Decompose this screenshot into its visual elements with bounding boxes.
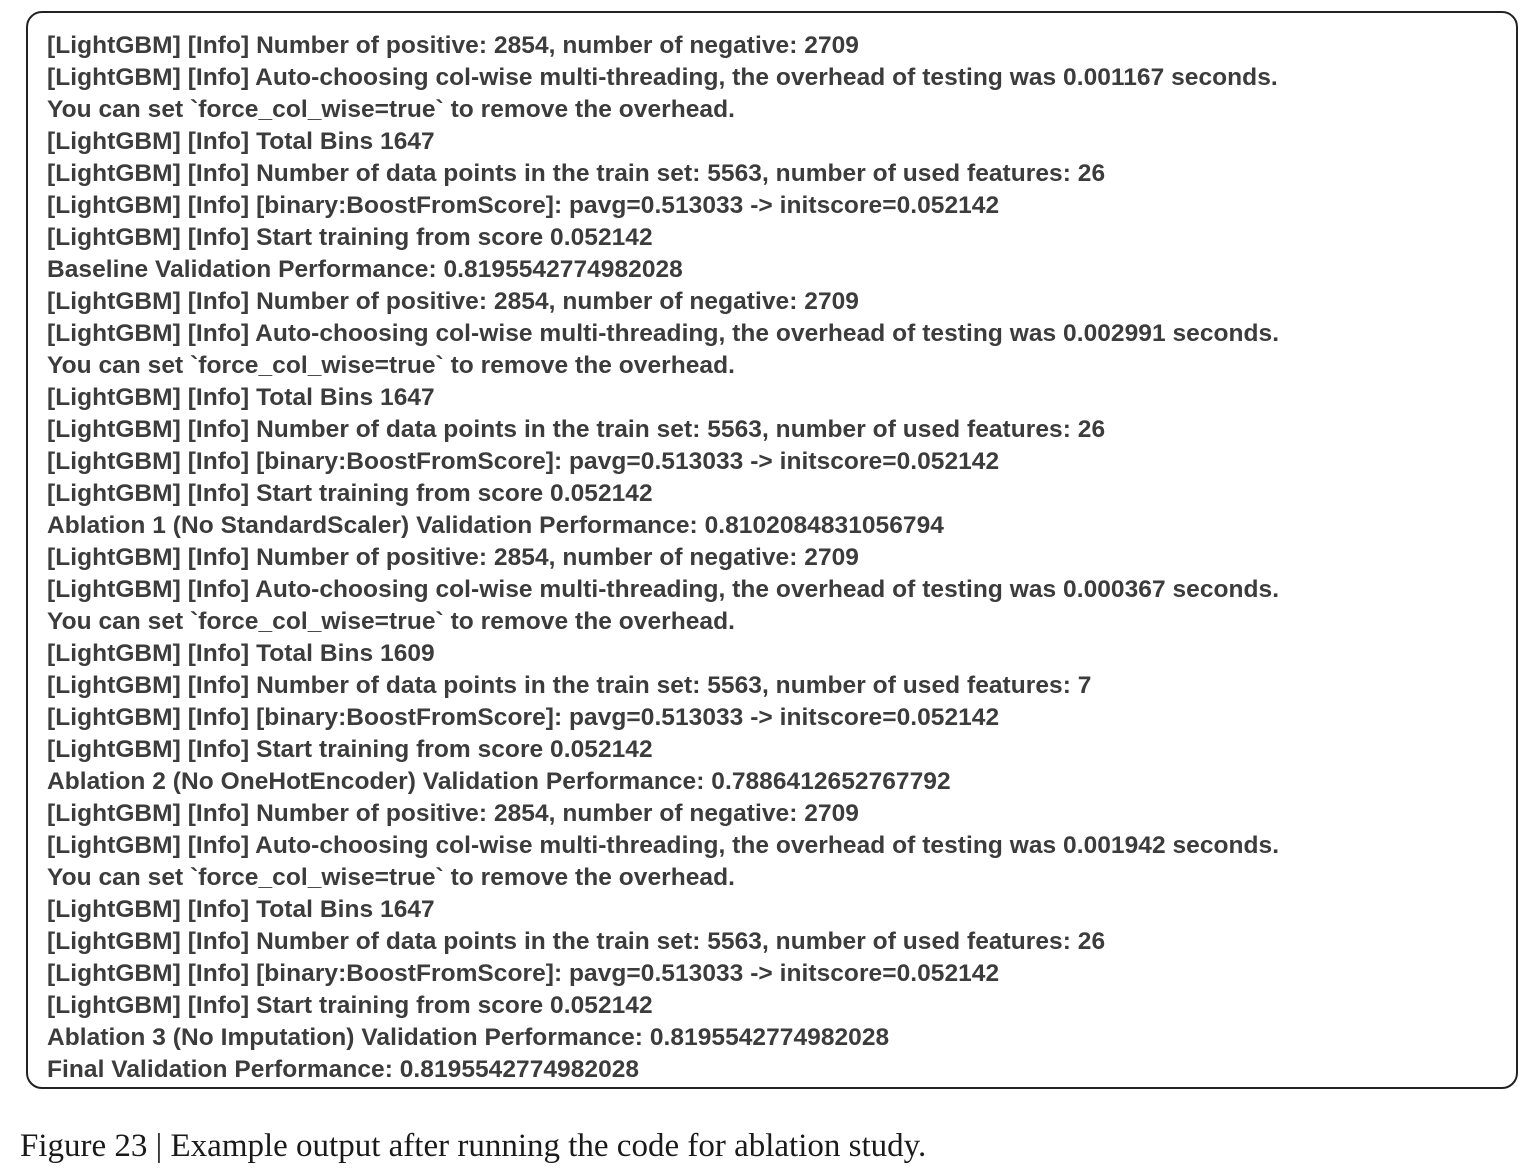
log-line: [LightGBM] [Info] Auto-choosing col-wise multi-threading, the overhead of testing was 0.002991 seconds. <box>47 320 1280 347</box>
log-line: [LightGBM] [Info] [binary:BoostFromScore]: pavg=0.513033 -> initscore=0.052142 <box>47 960 1000 987</box>
log-line: [LightGBM] [Info] Start training from score 0.052142 <box>47 736 653 763</box>
figure-caption: Figure 23 | Example output after running the code for ablation study. <box>20 1128 927 1164</box>
log-line: [LightGBM] [Info] Auto-choosing col-wise multi-threading, the overhead of testing was 0.001942 seconds. <box>47 832 1280 859</box>
log-line: Baseline Validation Performance: 0.8195542774982028 <box>47 256 683 283</box>
log-line: [LightGBM] [Info] Number of data points in the train set: 5563, number of used features: 26 <box>47 416 1106 443</box>
log-line: Ablation 1 (No StandardScaler) Validation Performance: 0.8102084831056794 <box>47 512 944 539</box>
log-line: [LightGBM] [Info] Number of data points in the train set: 5563, number of used features: 7 <box>47 672 1092 699</box>
log-line: [LightGBM] [Info] Auto-choosing col-wise multi-threading, the overhead of testing was 0.000367 seconds. <box>47 576 1280 603</box>
log-line: [LightGBM] [Info] Number of positive: 2854, number of negative: 2709 <box>47 800 859 827</box>
log-line: Final Validation Performance: 0.8195542774982028 <box>47 1056 640 1083</box>
log-line: [LightGBM] [Info] Auto-choosing col-wise multi-threading, the overhead of testing was 0.001167 seconds. <box>47 64 1278 91</box>
log-line: [LightGBM] [Info] Total Bins 1647 <box>47 896 435 923</box>
log-line: [LightGBM] [Info] Start training from score 0.052142 <box>47 224 653 251</box>
log-line: [LightGBM] [Info] Number of data points in the train set: 5563, number of used features: 26 <box>47 928 1106 955</box>
log-line: [LightGBM] [Info] Start training from score 0.052142 <box>47 992 653 1019</box>
log-line: [LightGBM] [Info] [binary:BoostFromScore]: pavg=0.513033 -> initscore=0.052142 <box>47 192 1000 219</box>
log-line: [LightGBM] [Info] Total Bins 1647 <box>47 128 435 155</box>
log-line: [LightGBM] [Info] Total Bins 1609 <box>47 640 435 667</box>
log-line: [LightGBM] [Info] Number of data points in the train set: 5563, number of used features: 26 <box>47 160 1106 187</box>
log-line: Ablation 3 (No Imputation) Validation Performance: 0.8195542774982028 <box>47 1024 890 1051</box>
log-line: You can set `force_col_wise=true` to remove the overhead. <box>47 96 735 123</box>
console-output-box <box>26 11 1518 1089</box>
log-line: Ablation 2 (No OneHotEncoder) Validation Performance: 0.7886412652767792 <box>47 768 951 795</box>
log-line: [LightGBM] [Info] Start training from score 0.052142 <box>47 480 653 507</box>
log-line: [LightGBM] [Info] [binary:BoostFromScore]: pavg=0.513033 -> initscore=0.052142 <box>47 704 1000 731</box>
log-lines-list <box>47 30 1279 1086</box>
log-line: You can set `force_col_wise=true` to remove the overhead. <box>47 608 735 635</box>
log-line: [LightGBM] [Info] Number of positive: 2854, number of negative: 2709 <box>47 288 859 315</box>
log-line: You can set `force_col_wise=true` to remove the overhead. <box>47 352 735 379</box>
log-line: [LightGBM] [Info] Number of positive: 2854, number of negative: 2709 <box>47 544 859 571</box>
log-line: [LightGBM] [Info] Total Bins 1647 <box>47 384 435 411</box>
log-line: [LightGBM] [Info] Number of positive: 2854, number of negative: 2709 <box>47 32 859 59</box>
log-line: [LightGBM] [Info] [binary:BoostFromScore]: pavg=0.513033 -> initscore=0.052142 <box>47 448 1000 475</box>
log-line: You can set `force_col_wise=true` to remove the overhead. <box>47 864 735 891</box>
